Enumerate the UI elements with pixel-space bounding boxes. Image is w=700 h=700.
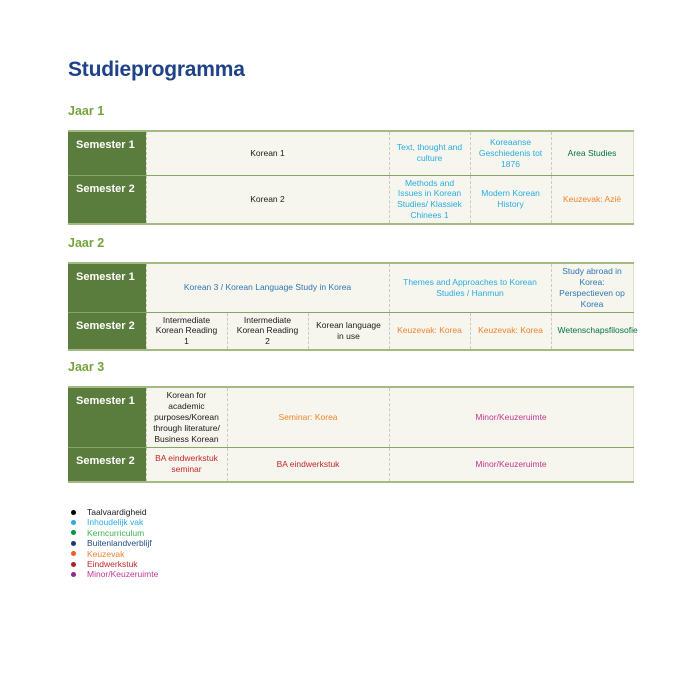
legend-label: Inhoudelijk vak: [87, 517, 144, 528]
legend-dot-black: [71, 510, 76, 515]
course-cell: Koreaanse Geschiedenis tot 1876: [470, 131, 551, 175]
course-cell: Modern Korean History: [470, 175, 551, 224]
course-cell: Study abroad in Korea: Perspectieven op Korea: [551, 263, 633, 312]
semester-2-header: Semester 2: [68, 447, 146, 482]
legend-dot-green: [71, 530, 76, 535]
course-cell: Minor/Keuzeruimte: [389, 447, 633, 482]
jaar-1-table: [68, 130, 634, 225]
jaar-3-heading: Jaar 3: [68, 360, 105, 375]
legend-label: Taalvaardigheid: [87, 507, 147, 517]
legend-label: Kerncurriculum: [87, 527, 145, 538]
jaar-2-heading: Jaar 2: [68, 236, 105, 250]
course-cell: Intermediate Korean Reading 2: [227, 312, 308, 350]
course-cell: Intermediate Korean Reading 1: [146, 312, 227, 350]
course-cell: Minor/Keuzeruimte: [389, 387, 633, 447]
course-cell: Korean 1: [146, 131, 389, 175]
course-cell: Korean for academic purposes/Korean through literature/ Business Korean: [146, 387, 227, 447]
legend-label: Eindwerkstuk: [87, 558, 138, 569]
legend-dot-darkred: [71, 562, 76, 567]
page-content: [68, 58, 638, 596]
page-title: Studieprogramma: [68, 58, 245, 81]
legend-item: [68, 559, 634, 569]
jaar-3-table: [68, 386, 634, 483]
course-cell: Korean language in use: [308, 312, 389, 350]
semester-1-header: Semester 1: [68, 131, 146, 175]
legend-dot-orange: [71, 551, 76, 556]
course-cell: Themes and Approaches to Korean Studies / Hanmun: [389, 263, 551, 312]
semester-2-header: Semester 2: [68, 312, 146, 350]
course-cell: Wetenschapsfilosofie: [551, 312, 633, 350]
legend-label: Keuzevak: [87, 548, 125, 559]
jaar-1-heading: Jaar 1: [68, 104, 105, 118]
course-cell: Text, thought and culture: [389, 131, 470, 175]
legend-item: [68, 507, 634, 517]
jaar-2-table: [68, 262, 638, 351]
category-legend: [68, 507, 634, 580]
legend-item: [68, 517, 634, 527]
legend-item: [68, 549, 634, 559]
course-cell: BA eindwerkstuk: [227, 447, 389, 482]
course-cell: Area Studies: [551, 131, 633, 175]
course-cell: Keuzevak: Korea: [389, 312, 470, 350]
legend-dot-lightblue: [71, 520, 76, 525]
course-cell: Seminar: Korea: [227, 387, 389, 447]
semester-1-header: Semester 1: [68, 387, 146, 447]
course-cell: Keuzevak: Korea: [470, 312, 551, 350]
course-cell: Keuzevak: Azië: [551, 175, 633, 224]
legend-label: Minor/Keuzeruimte: [87, 569, 159, 580]
semester-1-header: Semester 1: [68, 263, 146, 312]
course-cell: Korean 2: [146, 175, 389, 224]
legend-dot-purple: [71, 572, 76, 577]
legend-item: [68, 538, 634, 548]
course-cell: BA eindwerkstuk seminar: [146, 447, 227, 482]
legend-label: Buitenlandverblijf: [87, 538, 152, 549]
semester-2-header: Semester 2: [68, 175, 146, 224]
legend-dot-navy: [71, 541, 76, 546]
course-cell: Korean 3 / Korean Language Study in Korea: [146, 263, 389, 312]
legend-item: [68, 569, 634, 579]
course-cell: Methods and Issues in Korean Studies/ Klassiek Chinees 1: [389, 175, 470, 224]
legend-item: [68, 528, 634, 538]
